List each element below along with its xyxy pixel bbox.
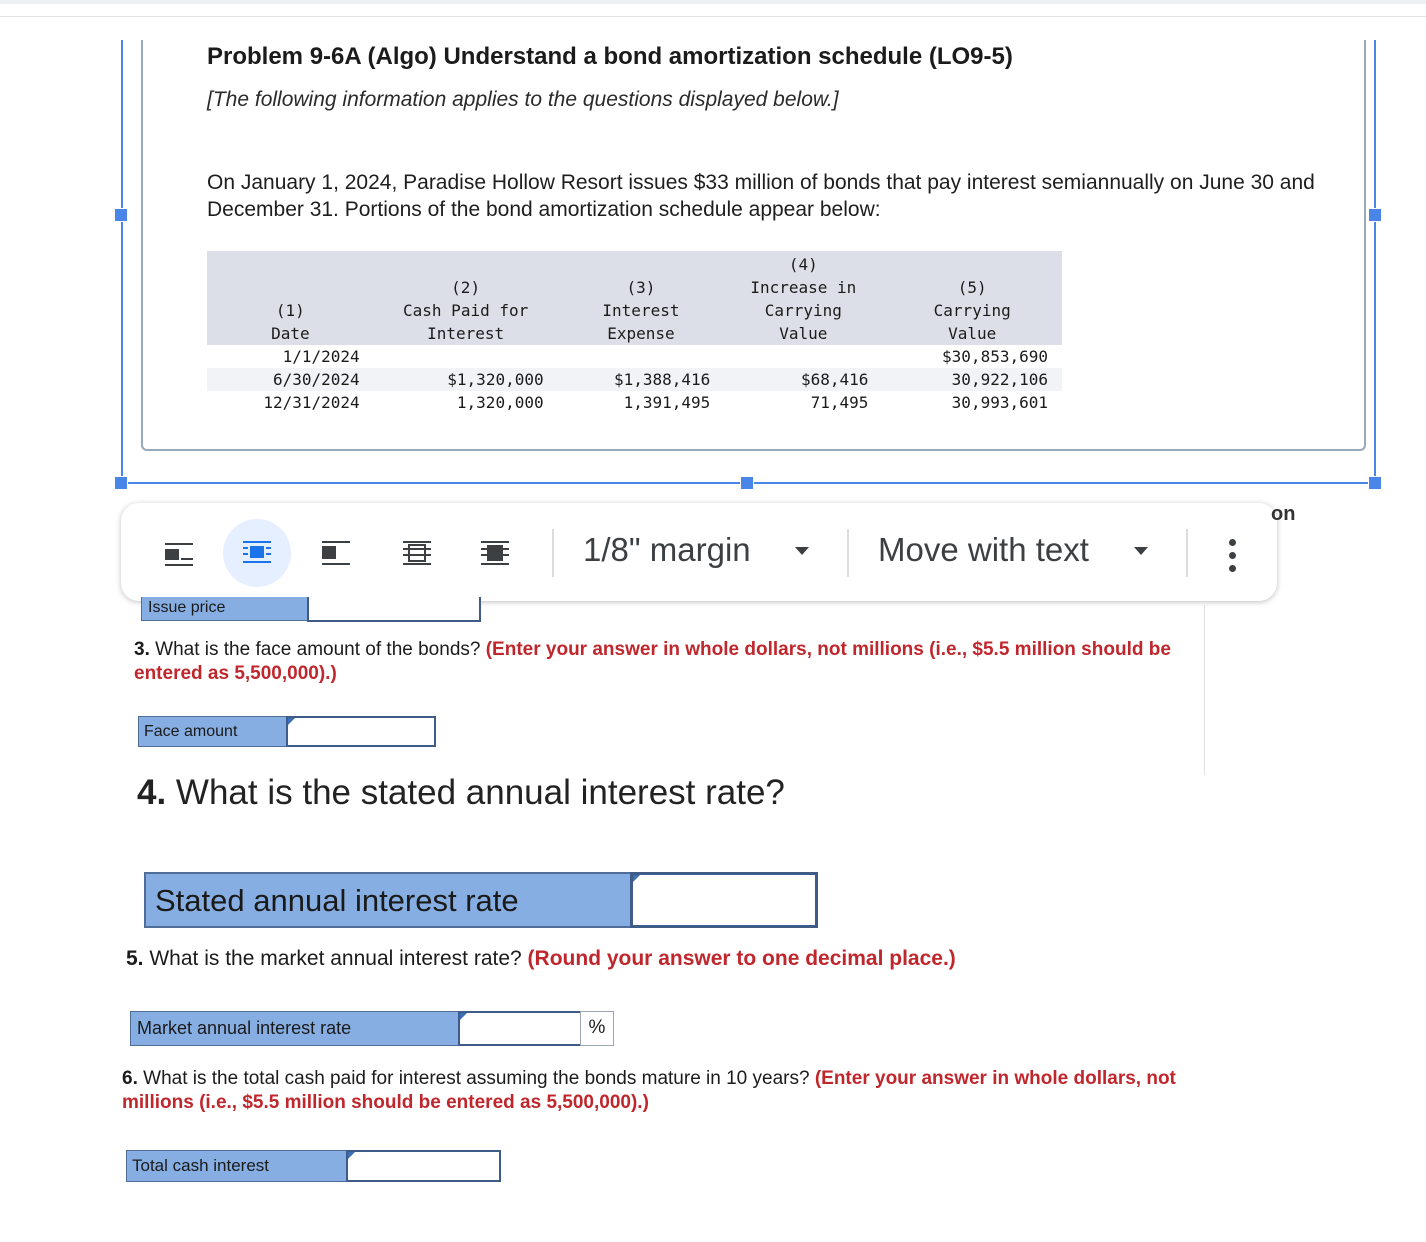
schedule-cell: 1/1/2024 <box>282 347 360 366</box>
schedule-cell: 6/30/2024 <box>207 368 374 391</box>
resize-handle-left[interactable] <box>114 208 128 222</box>
behind-text-icon <box>401 537 433 569</box>
percent-unit: % <box>580 1011 614 1046</box>
schedule-row <box>207 345 1062 368</box>
column-divider <box>1204 605 1205 775</box>
toolbar-separator <box>847 529 849 577</box>
break-text-icon <box>320 537 352 569</box>
question-5 <box>126 946 956 972</box>
schedule-header-col-1 <box>207 251 374 345</box>
schedule-cell: $1,388,416 <box>558 368 725 391</box>
schedule-header-line: (2) <box>451 278 481 297</box>
question-6-text: What is the total cash paid for interest assuming the bonds mature in 10 years? <box>137 1068 815 1089</box>
market-rate-label <box>130 1011 462 1046</box>
more-options-icon[interactable] <box>1219 535 1249 575</box>
question-4 <box>137 772 785 814</box>
schedule-header-line: Cash Paid for <box>403 301 529 320</box>
schedule-cell: 71,495 <box>810 393 869 412</box>
schedule-cell: $1,320,000 <box>374 368 558 391</box>
question-6 <box>122 1067 1252 1115</box>
schedule-header-line: Carrying <box>764 301 842 320</box>
schedule-cell <box>558 345 725 368</box>
schedule-cell <box>724 345 882 368</box>
clipped-side-text: on <box>1271 503 1296 525</box>
face-amount-label-text: Face amount <box>144 723 238 740</box>
top-divider <box>0 16 1426 17</box>
schedule-header-line: Carrying <box>933 301 1011 320</box>
schedule-header-col-5 <box>882 251 1062 345</box>
schedule-cell: 1,391,495 <box>623 393 711 412</box>
stated-rate-label-text: Stated annual interest rate <box>155 883 519 918</box>
face-amount-label <box>138 716 290 747</box>
amortization-schedule <box>207 251 1062 414</box>
schedule-header-line: Interest <box>602 301 680 320</box>
stated-rate-input[interactable] <box>630 872 818 928</box>
top-strip <box>0 0 1426 4</box>
schedule-cell: 1,320,000 <box>456 393 544 412</box>
schedule-header-col-4 <box>724 251 882 345</box>
total-cash-interest-input[interactable] <box>346 1150 501 1182</box>
image-options-toolbar <box>121 503 1277 601</box>
schedule-header-line: Date <box>271 324 310 343</box>
schedule-header-col-3 <box>558 251 725 345</box>
inline-icon <box>163 537 195 569</box>
wrap-text-icon <box>241 537 273 569</box>
selection-border-right <box>1374 40 1376 483</box>
schedule-cell: 30,993,601 <box>951 393 1048 412</box>
schedule-cell: $68,416 <box>724 368 882 391</box>
wrap-inline-button[interactable] <box>145 519 213 587</box>
face-amount-input[interactable] <box>286 716 436 747</box>
behind-text-button[interactable] <box>383 519 451 587</box>
schedule-cell <box>374 345 558 368</box>
schedule-cell: $30,853,690 <box>942 347 1048 366</box>
total-cash-interest-label <box>126 1150 350 1182</box>
stated-rate-label <box>144 872 634 928</box>
question-6-note: (Enter your answer in whole dollars, not millions (i.e., $5.5 million should be entered as 5,500,000).) <box>122 1068 1176 1113</box>
chevron-down-icon[interactable] <box>1134 547 1148 555</box>
question-3 <box>134 638 1214 686</box>
schedule-header-line: (3) <box>626 278 656 297</box>
question-4-number: 4. <box>137 773 167 812</box>
position-dropdown[interactable]: Move with text <box>878 531 1089 568</box>
market-rate-input[interactable] <box>458 1011 582 1046</box>
wrap-text-button[interactable] <box>223 519 291 587</box>
in-front-of-text-icon <box>479 537 511 569</box>
problem-subtitle: [The following information applies to the questions displayed below.] <box>207 88 839 111</box>
toolbar-separator <box>1186 529 1188 577</box>
schedule-row <box>207 368 1062 391</box>
question-5-number: 5. <box>126 947 144 970</box>
issue-price-label-text: Issue price <box>148 599 226 616</box>
in-front-of-text-button[interactable] <box>461 519 529 587</box>
resize-handle-right[interactable] <box>1368 208 1382 222</box>
total-cash-interest-label-text: Total cash interest <box>132 1156 270 1175</box>
question-5-note: (Round your answer to one decimal place.) <box>527 947 956 970</box>
schedule-cell: 30,922,106 <box>882 368 1062 391</box>
question-3-note: (Enter your answer in whole dollars, not millions (i.e., $5.5 million should be entered as 5,500,000).) <box>134 639 1171 684</box>
question-6-number: 6. <box>122 1068 138 1089</box>
schedule-header-line: Value <box>779 324 828 343</box>
schedule-header-line: (1) <box>275 301 305 320</box>
question-4-text: What is the stated annual interest rate? <box>166 773 785 812</box>
schedule-header-line: Increase in <box>750 278 857 297</box>
problem-title: Problem 9-6A (Algo) Understand a bond amortization schedule (LO9-5) <box>207 43 1013 70</box>
resize-handle-bottom-left[interactable] <box>114 476 128 490</box>
schedule-header-col-2 <box>374 251 558 345</box>
problem-description: On January 1, 2024, Paradise Hollow Resort issues $33 million of bonds that pay interest semiannually on June 30 and December 31. Portions of the bond amortization schedule appear below: <box>207 171 1315 221</box>
schedule-header-line: Expense <box>607 324 675 343</box>
schedule-header-line: (4) <box>788 255 818 274</box>
schedule-cell: 12/31/2024 <box>263 393 360 412</box>
issue-price-input[interactable] <box>307 597 481 622</box>
question-5-text: What is the market annual interest rate? <box>143 947 528 970</box>
toolbar-separator <box>552 529 554 577</box>
schedule-header-line: Value <box>948 324 997 343</box>
question-3-text: What is the face amount of the bonds? <box>149 639 486 660</box>
resize-handle-bottom[interactable] <box>740 476 754 490</box>
selection-border-left <box>121 40 123 483</box>
schedule-row <box>207 391 1062 414</box>
schedule-header-line: Interest <box>427 324 505 343</box>
issue-price-label <box>141 597 309 621</box>
market-rate-label-text: Market annual interest rate <box>137 1018 352 1038</box>
schedule-header-line: (5) <box>957 278 987 297</box>
break-text-button[interactable] <box>302 519 370 587</box>
resize-handle-bottom-right[interactable] <box>1368 476 1382 490</box>
question-3-number: 3. <box>134 639 150 660</box>
chevron-down-icon[interactable] <box>795 547 809 555</box>
margin-dropdown[interactable]: 1/8" margin <box>583 531 751 568</box>
